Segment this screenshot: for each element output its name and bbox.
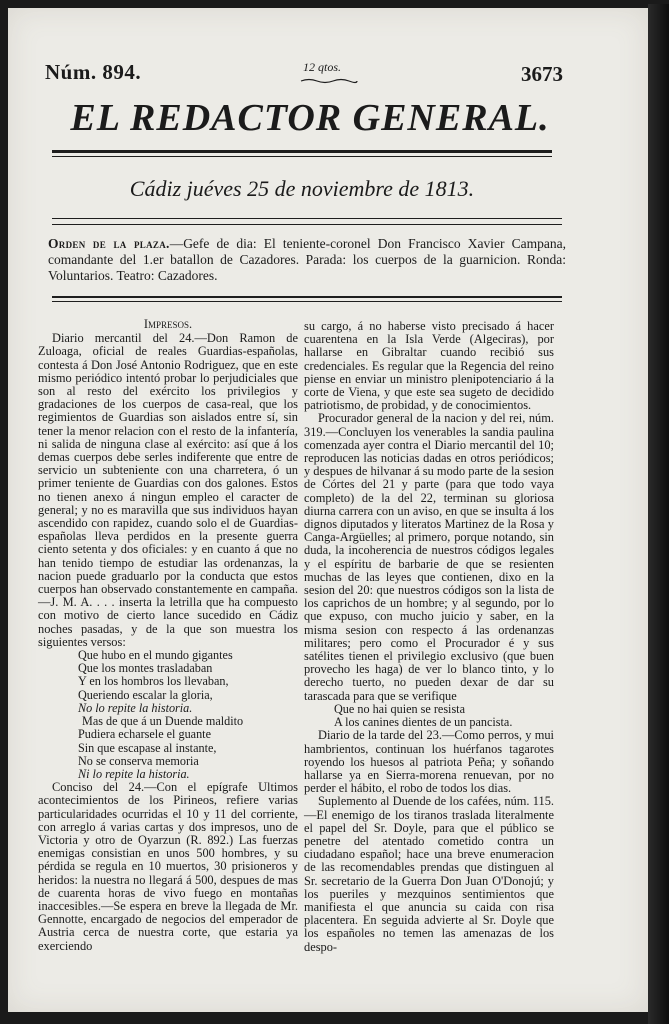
orden-de-la-plaza [48,236,566,284]
verse-line: Que hubo en el mundo gigantes [78,648,233,663]
diario-mercantil-paragraph: Diario mercantil del 24.—Don Ramon de Zuloaga, oficial de reales Guardias-españolas, contesta á Don José Antonio Rodriguez, que en este mismo periódico intentó probar lo perjudiciales que son al resto del exército los privilegios y gradaciones de los cuerpos de casa-real, que los regimientos de Guardias son aislados entre sí, sin tener la menor relacion con el resto de la infantería, ni salida de ninguna clase al exército: así que á los demas cuerpos debe serles indiferente que entre de servicio un subteniente con una charretera, ó un primer teniente de Guardias con dos galones. Estos no tienen anexo á ningun empleo el caracter de general; y no es maravilla que sus individuos hayan ascendido con rapidez, cuando solo el de Guardias-españolas lleva perdidos en la presente guerra ciento setenta y dos oficiales: y en cuanto á que no han tenido tiempo de estudiar las ordenanzas, la nacion puede graduarlo por la conducta que estos cuerpos han observado constantemente en campaña.—J. M. A. . . . inserta la letrilla que ha compuesto con motivo de cierto lance sucedido en Cádiz noches pasadas, y de la que son muestra los siguientes versos: [38,331,298,649]
masthead-top-row [45,52,565,88]
verse-line: Ni lo repite la historia. [78,766,190,781]
orden-label: Orden de la plaza. [48,236,170,251]
verse-line: Pudiera echarsele el guante [78,727,211,742]
dateline-rule-top [52,218,562,219]
verse-line: A los canines dientes de un pancista. [334,715,513,730]
verse-line: Queriendo escalar la gloria, [78,687,213,702]
verse-line: Y en los hombros los llevaban, [78,674,229,689]
conciso-paragraph: Conciso del 24.—Con el epígrafe Ultimos acontecimientos de los Pirineos, refiere varias particularidades ocurridas el 10 y 11 del corriente, con arreglo á varias cartas y dos impresos, uno de Victoria y otro de Oyarzun (R. 892.) Las fuerzas enemigas consistian en unos 500 hombres, y su pérdida se regula en 10 muertos, 30 prisioneros y heridos: la nuestra no llegará á 500, despues de mas de cuarenta horas de vivo fuego en montañas inaccesibles.—Se espera en breve la llegada de Mr. Gennotte, encargado de negocios del emperador de Austria cerca de nuestra corte, que estaria ya exerciendo [38,780,298,953]
letrilla-verses [38,649,298,781]
issue-price: 12 qtos. [303,60,342,74]
orden-text: —Gefe de dia: El teniente-coronel Don Francisco Xavier Campana, comandante del 1.er batallon de Cazadores. Parada: los cuerpos de la guarnicion. Ronda: Voluntarios. Teatro: Cazadores. [48,236,566,283]
right-column [304,319,554,954]
verse-line: Que no hai quien se resista [334,701,465,716]
dateline: Cádiz juéves 25 de noviembre de 1813. [129,176,475,201]
impresos-heading: Impresos. [143,317,193,331]
newspaper-title: EL REDACTOR GENERAL. [70,97,550,139]
diario-tarde-paragraph: Diario de la tarde del 23.—Como perros, y mui hambrientos, continuan los huérfanos tagarotes royendo los huesos al patriota Peña; y soñando hallarse ya en Sierra-morena renuevan, por no perder el hábito, el robo de todos los dias. [304,728,554,796]
price-ornament [299,78,359,84]
verse-line: No se conserva memoria [78,753,199,768]
section-rule [52,296,562,302]
page-number: 3673 [521,62,563,86]
issue-number: Núm. 894. [45,60,142,84]
continued-paragraph: su cargo, á no haberse visto precisado á hacer cuarentena en la Isla Verde (Algeciras), por hallarse en Gibraltar cuando recibió sus credenciales. Es regular que la Regencia del reino piense en enviar un ministro plenipotenciario á la corte de Viena, y que este sea sugeto de decidido patriotismo, de probidad, y de conocimientos. [304,319,554,413]
pancista-verses [304,703,554,729]
page-edge-shadow [648,4,669,1024]
procurador-paragraph: Procurador general de la nacion y del rei, núm. 319.—Concluyen los venerables la sandia paulina comenzada ayer contra el Diario mercantil del 10; reproducen las noticias dadas en otros periódicos; y despues de hilvanar á su modo parte de la sesion de Córtes del 21 y parte (para que todo vaya completo) de la del 22, terminan su gloriosa diurna carrera con un aviso, en que se insulta á los dignos diputados y literatos Martinez de la Rosa y Canga-Argüelles; al primero, porque notando, sin duda, la incoherencia de nuestros códigos legales y el espíritu de barbarie de que se resienten muchas de las leyes que contienen, dixo en la sesion del 20: que nuestros códigos son la lista de los caprichos de un hombre; y al segundo, por lo que expuso, con mucho juicio y saber, en la misma sesion con respecto á las ordenanzas militares; pero como el Procurador é y sus satélites tienen el privilegio exclusivo (que buen provecho les haga) de ver lo blanco tinto, y lo derecho tuerto, no pueden dexar de dar su tarascada para que se verifique [304,411,554,703]
verse-line: No lo repite la historia. [78,700,193,715]
masthead-rule [52,150,552,157]
suplemento-duende-paragraph: Suplemento al Duende de los cafées, núm. 115.—El enemigo de los tiranos traslada literalmente el papel del Sr. Doyle, para que el público se penetre del atentado cometido contra un ciudadano español; hace una breve enumeracion de las recomendables prendas que distinguen al Sr. secretario de la Guerra Don Juan O'Donojú; y los pueriles y mezquinos sentimientos que manifiesta el que anuncia su caida con risa placentera. En seguida advierte al Sr. Doyle que los españoles no temen las amenazas de los despo- [304,794,554,954]
verse-line: Sin que escapase al instante, [78,740,217,755]
dateline-rule-bottom [52,224,562,225]
left-column [38,317,298,953]
verse-line: Mas de que á un Duende maldito [82,714,244,729]
verse-line: Que los montes trasladaban [78,661,213,676]
